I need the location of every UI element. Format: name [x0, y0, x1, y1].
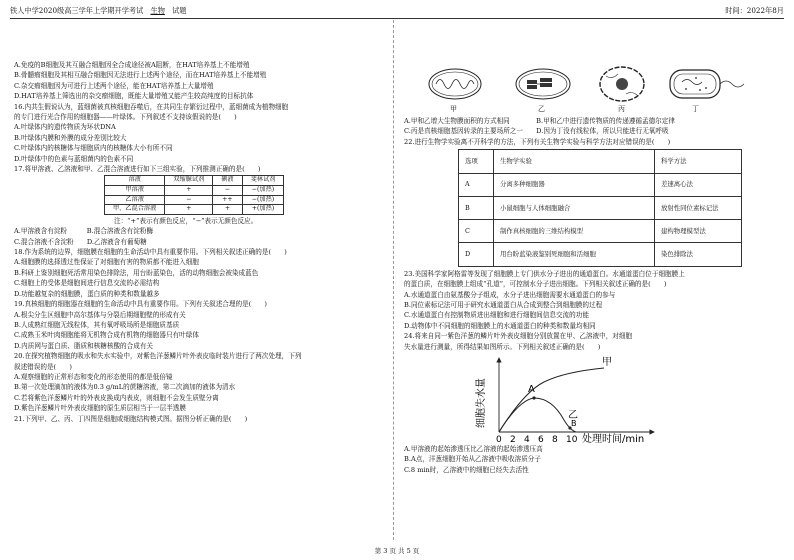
table-row [459, 173, 742, 196]
text-line: B.第一次处理滴加的液体为0.3 g/mL的蔗糖溶液，第二次滴加的液体为清水 [14, 383, 236, 392]
table-row [459, 243, 742, 266]
exam-header [10, 4, 784, 19]
table-header-cell: 生物学实验 [494, 150, 655, 173]
text-line: D.动物体中不同细胞的细胞膜上的水通道蛋白的种类和数量均相同 [404, 321, 596, 330]
option-line: C.混合溶液不含淀粉 D.乙溶液含有葡萄糖 [14, 237, 147, 246]
text-line: A.观察细胞的正常形态和变化的形态使用的都是低倍镜 [14, 372, 173, 381]
table-header-cell: 碘液 [213, 176, 242, 186]
column-divider [393, 20, 394, 540]
point-a [532, 396, 535, 399]
text-line: 的专门进行光合作用的细胞器——叶绿体。下列叙述不支持该假说的是( ) [14, 113, 237, 122]
tick-label: 0 [496, 434, 502, 444]
table-q17 [104, 175, 284, 214]
text-line: B.同位素标记法可用于研究水通道蛋白从合成到整合到细胞膜的过程 [404, 300, 603, 309]
tick-label: 2 [510, 434, 516, 444]
graph-svg [404, 352, 782, 444]
text-line: C.8 min时，乙溶液中的细胞已经失去活性 [404, 465, 529, 474]
text-line: C.若将紫色洋葱鳞片叶的外表皮换成内表皮，则细胞不会发生质壁分离 [14, 393, 219, 402]
text-line: 24.将来自同一紫色洋葱的鳞片叶外表皮细胞分别放置在甲、乙溶液中，对细胞 [404, 332, 633, 341]
table-header-cell: 科学方法 [655, 150, 742, 173]
table-cell: C [459, 220, 494, 243]
text-line: B.骨髓瘤细胞及其相互融合细胞因无法进行上述两个途径，而在HAT培养基上不能增殖 [14, 71, 267, 80]
tick-label: 8 [552, 434, 558, 444]
text-line: D.内质网与蛋白质、脂质和核糖核酸的合成有关 [14, 341, 154, 350]
table-header-cell: 选项 [459, 150, 494, 173]
text-line: 16.内共生假说认为，蓝细菌被真核细胞吞噬后，在共同生存繁衍过程中，蓝细菌成为植物细胞 [14, 102, 289, 111]
table-cell: 甲、乙混合溶液 [105, 205, 165, 215]
table-cell: D [459, 243, 494, 266]
table-header-row [105, 176, 284, 186]
table-cell: 乙溶液 [105, 195, 165, 205]
text-line: 的蛋白质，在细胞膜上组成“孔道”，可控制水分子进出细胞。下列相关叙述正确的是( ) [404, 280, 667, 289]
text-line: 叙述错误的是( ) [14, 362, 72, 371]
table-cell: B [459, 196, 494, 219]
table-header-row [459, 150, 742, 173]
mitochondrion-diagram [429, 69, 481, 99]
exam-title: 铁人中学2020级高三学年上学期开学考试 生物 试题 [10, 6, 187, 15]
table-cell: 制作真核细胞的三维结构模型 [494, 220, 655, 243]
table-cell: 染色排除法 [655, 243, 742, 266]
curve-jia [499, 368, 604, 432]
text-line: A.叶绿体内的遗传物质为环状DNA [14, 123, 116, 132]
cell-diagrams [400, 60, 778, 116]
table-cell: 差速离心法 [655, 173, 742, 196]
table-cell: 小鼠细胞与人体细胞融合 [494, 196, 655, 219]
text-line: A.水通道蛋白由氨基酸分子组成，水分子进出细胞需要水通道蛋白的参与 [404, 290, 616, 299]
table-cell: A [459, 173, 494, 196]
text-line: D.紫色洋葱鳞片叶外表皮细胞的原生质层相当于一层半透膜 [14, 404, 186, 413]
table-cell: 建构物理模型法 [655, 220, 742, 243]
cell-label-jia: 甲 [450, 105, 457, 113]
option-line: A.甲溶液含有淀粉 B.混合溶液含有淀粉酶 [14, 227, 154, 236]
table-cell: −(加热) [242, 195, 284, 205]
table-row [459, 220, 742, 243]
text-line: C.杂交瘤细胞因为可进行上述两个途径，能在HAT培养基上大量增殖 [14, 81, 214, 90]
table-q22 [458, 149, 742, 266]
text-line: 17.将甲溶液、乙溶液和甲、乙混合溶液进行如下三组实验，下列推测正确的是( ) [14, 165, 261, 174]
table-cell: + [165, 186, 213, 196]
table-header-cell: 双缩脲试剂 [165, 176, 213, 186]
text-line: 20.在探究植物细胞的吸水和失水实验中，对紫色洋葱鳞片叶外表皮临时装片进行了两次处理，下列 [14, 352, 302, 361]
text-line: A.甲溶液的起始渗透压比乙溶液的起始渗透压高 [404, 444, 543, 453]
text-line: C.成熟玉米叶肉细胞能将无机物合成有机物的细胞器只有叶绿体 [14, 331, 199, 340]
text-line: 21.下列甲、乙、丙、丁四图是细胞或细胞结构模式图。据图分析正确的是( ) [14, 414, 248, 423]
left-column [14, 60, 382, 424]
text-line: A.免疫的B细胞及其互融合细胞因全合成途径被A阻断，在HAT培养基上不能增殖 [14, 61, 250, 69]
tick-label: 6 [538, 434, 544, 444]
table-row [105, 186, 284, 196]
nucleus-diagram [600, 67, 644, 101]
text-line: B.叶绿体内膜和外膜的成分差别比较大 [14, 133, 127, 142]
graph-xlabel: 处理时间/min [582, 433, 645, 444]
text-line: C.叶绿体内的核糖体与细胞质内的核糖体大小有所不同 [14, 144, 173, 153]
text-line: D.叶绿体中的色素与蓝细菌内的色素不同 [14, 154, 134, 163]
text-line: C.细胞上的受体是细胞间进行信息交流的必需结构 [14, 279, 160, 288]
table-cell: 放射性同位素标记法 [655, 196, 742, 219]
table-cell: + [165, 205, 213, 215]
text-line: C.丙是真核细胞基因转录的主要场所之一 D.因为丁没有线粒体，所以只能进行无氧呼吸 [404, 127, 669, 136]
graph-label-b: B [571, 418, 577, 428]
text-line: B.人成熟红细胞无线粒体，其有氧呼吸场所是细胞质基质 [14, 320, 180, 329]
table-cell: + [213, 205, 242, 215]
exam-date: 时间：2022年8月 [725, 6, 784, 15]
curve-yi [499, 398, 576, 432]
text-line: 18.作为系统的边界，细胞膜在细胞的生命活动中具有重要作用。下列相关叙述正确的是( ) [14, 248, 287, 257]
text-line: 22.进行生物学实验离不开科学的方法，下列有关生物学实验与科学方法对应错误的是( ) [404, 137, 671, 146]
text-line: B.A点，洋葱细胞开始从乙溶液中吸收溶质分子 [404, 455, 541, 464]
table-cell: −(加热) [242, 186, 284, 196]
table-cell: 分离多种细胞器 [494, 173, 655, 196]
text-line: D.HAT培养基上筛选出的杂交瘤细胞，既能大量增殖又能产生较高纯度的目标抗体 [14, 92, 254, 101]
table-header-cell: 斐林试剂 [242, 176, 284, 186]
table-cell: +(加热) [242, 205, 284, 215]
text-line: 23.美国科学家阿格雷等发现了细胞膜上专门供水分子进出的通道蛋白。水通道蛋白位于细胞膜上 [404, 269, 685, 278]
table-header-cell: 溶液 [105, 176, 165, 186]
graph-label-yi: 乙 [568, 409, 578, 421]
table-cell: 甲溶液 [105, 186, 165, 196]
q24-graph [404, 352, 782, 444]
table-cell: − [213, 186, 242, 196]
table-row [459, 196, 742, 219]
table-cell: ++ [213, 195, 242, 205]
tick-label: 4 [524, 434, 530, 444]
text-line: C.水通道蛋白有控制物质进出细胞和进行细胞间信息交流的功能 [404, 311, 589, 320]
table-row [105, 205, 284, 215]
graph-ylabel: 细胞失水量 [476, 377, 487, 428]
text-line: 失水量进行测量，所得结果如图所示。下列相关叙述正确的是( ) [404, 342, 601, 351]
table-cell: 用台盼蓝染液鉴别死细胞和活细胞 [494, 243, 655, 266]
text-line: B.科研上鉴别细胞死活常用染色排除法，用台盼蓝染色，活的动物细胞会被染成蓝色 [14, 268, 259, 277]
table-note: 注：“+”表示有颜色反应，“−”表示无颜色反应。 [114, 216, 258, 225]
text-line: D.功能越复杂的细胞膜，蛋白质的种类和数量越多 [14, 289, 160, 298]
chloroplast-diagram [516, 69, 570, 99]
page-footer: 第 3 页 共 5 页 [374, 547, 420, 555]
table-row [105, 195, 284, 205]
text-line: A.甲和乙增大生物膜面积的方式相同 B.甲和乙中进行遗传物质的传递遵循孟德尔定律 [404, 117, 675, 125]
text-line: A.根尖分生区细胞中高尔基体与分裂后期细胞壁的形成有关 [14, 310, 186, 319]
cell-label-bing: 丙 [618, 105, 625, 113]
bacterium-diagram [670, 70, 744, 98]
text-line: 19.真核细胞的细胞器在细胞的生命活动中具有重要作用。下列有关叙述合理的是( ) [14, 300, 268, 309]
graph-label-a: A [528, 383, 535, 395]
cell-label-ding: 丁 [692, 105, 699, 113]
cell-label-yi: 乙 [538, 105, 545, 113]
table-cell: − [165, 195, 213, 205]
text-line: A.细胞膜的选择透过性保证了对细胞有害的物质都不能进入细胞 [14, 258, 199, 267]
right-column [404, 116, 782, 475]
tick-label: 10 [566, 434, 578, 444]
graph-label-jia: 甲 [602, 356, 612, 368]
